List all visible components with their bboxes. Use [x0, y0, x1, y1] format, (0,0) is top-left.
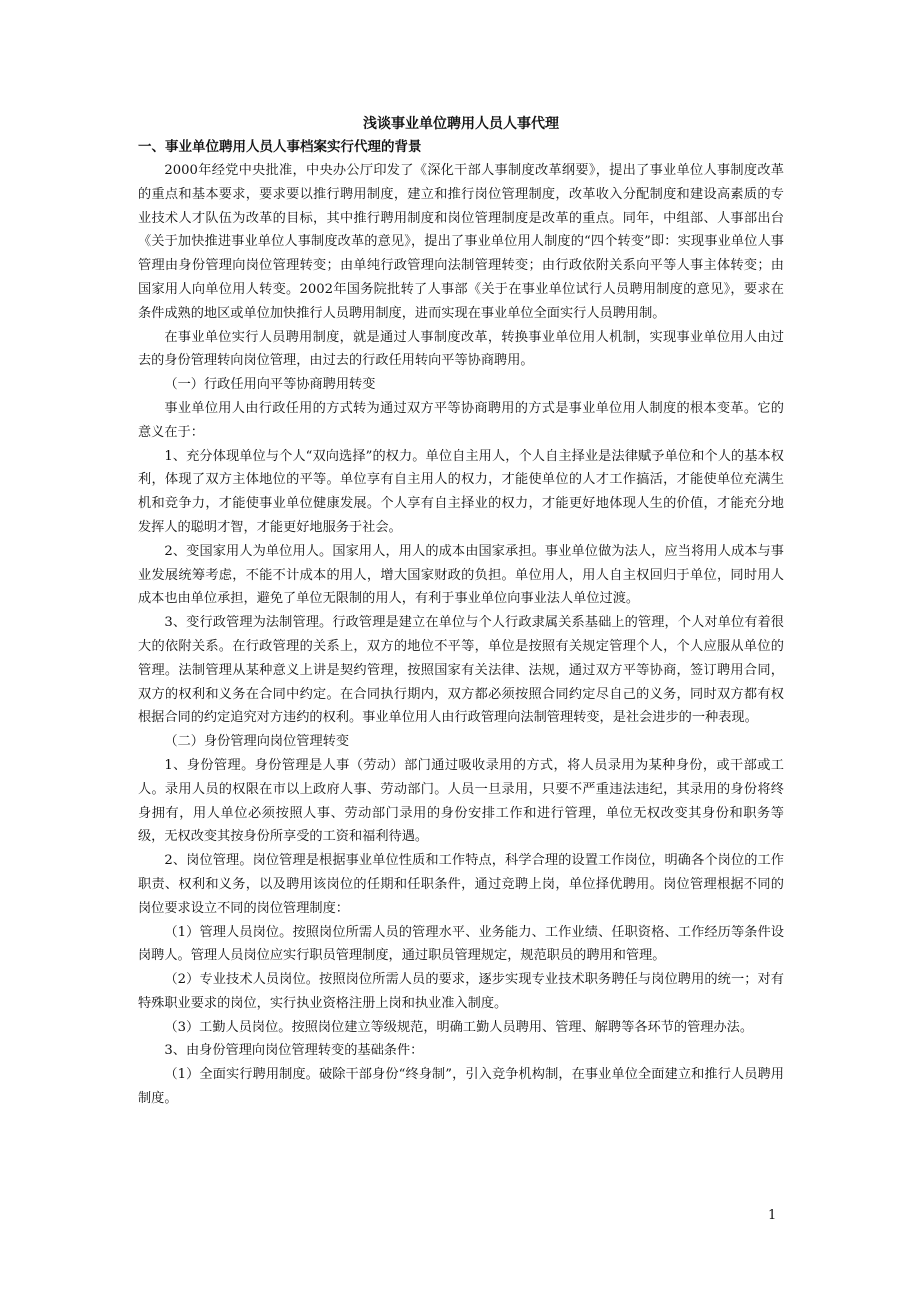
paragraph-background-1: 2000年经党中央批准，中央办公厅印发了《深化干部人事制度改革纲要》，提出了事业单位人事制度改革的重点和基本要求，要求要以推行聘用制度，建立和推行岗位管理制度，改革收入分配制度和建设高素质的专业技术人才队伍为改革的目标，其中推行聘用制度和岗位管理制度是改革的重点。同年，中组部、人事部出台《关于加快推进事业单位人事制度改革的意见》，提出了事业单位用人制度的“四个转变”即：实现事业单位人事管理由身份管理向岗位管理转变；由单纯行政管理向法制管理转变；由行政依附关系向平等人事主体转变；由国家用人向单位用人转变。2002年国务院批转了人事部《关于在事业单位试行人员聘用制度的意见》，要求在条件成熟的地区或单位加快推行人员聘用制度，进而实现在事业单位全面实行人员聘用制。	[138, 163, 784, 321]
sub-heading-administrative-to-contract: （一）行政任用向平等协商聘用转变	[164, 377, 376, 393]
paragraph-service-posts: （3）工勤人员岗位。按照岗位建立等级规范，明确工勤人员聘用、管理、解聘等各环节的管理办法。	[164, 1019, 754, 1035]
paragraph-technical-posts: （2）专业技术人员岗位。按照岗位所需人员的要求，逐步实现专业技术职务聘任与岗位聘用的统一；对有特殊职业要求的岗位，实行执业资格注册上岗和执业准入制度。	[138, 972, 784, 1011]
paragraph-legal-management: 3、变行政管理为法制管理。行政管理是建立在单位与个人行政隶属关系基础上的管理，个人对单位有着很大的依附关系。在行政管理的关系上，双方的地位不平等，单位是按照有关规定管理个人，个人应服从单位的管理。法制管理从某种意义上讲是契约管理，按照国家有关法律、法规，通过双方平等协商，签订聘用合同，双方的权利和义务在合同中约定。在合同执行期内，双方都必须按照合同约定尽自己的义务，同时双方都有权根据合同的约定追究对方违约的权利。事业单位用人由行政管理向法制管理转变，是社会进步的一种表现。	[138, 615, 784, 726]
paragraph-background-2: 在事业单位实行人员聘用制度，就是通过人事制度改革，转换事业单位用人机制，实现事业单位用人由过去的身份管理转向岗位管理，由过去的行政任用转向平等协商聘用。	[138, 329, 784, 369]
paragraph-unit-employment: 2、变国家用人为单位用人。国家用人，用人的成本由国家承担。事业单位做为法人，应当将用人成本与事业发展统筹考虑，不能不计成本的用人，增大国家财政的负担。单位用人，用人自主权回归于单位，同时用人成本也由单位承担，避免了单位无限制的用人，有利于事业单位向事业法人单位过渡。	[138, 543, 784, 607]
section-heading-1: 一、事业单位聘用人员人事档案实行代理的背景	[138, 139, 422, 155]
paragraph-full-employment-system: （1）全面实行聘用制度。破除干部身份“终身制”，引入竞争机构制，在事业单位全面建立和推行人员聘用制度。	[138, 1067, 784, 1107]
paragraph-management-posts: （1）管理人员岗位。按照岗位所需人员的管理水平、业务能力、工作业绩、任职资格、工作经历等条件设岗聘人。管理人员岗位应实行职员管理制度，通过职员管理规定，规范职员的聘用和管理。	[138, 924, 784, 964]
paragraph-post-management: 2、岗位管理。岗位管理是根据事业单位性质和工作特点，科学合理的设置工作岗位，明确各个岗位的工作职责、权利和义务，以及聘用该岗位的任期和任职条件，通过竞聘上岗，单位择优聘用。岗位管理根据不同的岗位要求设立不同的岗位管理制度：	[138, 853, 784, 916]
paragraph-transition-conditions: 3、由身份管理向岗位管理转变的基础条件：	[164, 1043, 424, 1059]
sub-heading-identity-to-post: （二）身份管理向岗位管理转变	[164, 734, 350, 750]
paragraph-two-way-choice: 1、充分体现单位与个人“双向选择”的权力。单位自主用人，个人自主择业是法律赋予单位和个人的基本权利，体现了双方主体地位的平等。单位享有自主用人的权力，才能使单位的人才工作搞活，才能使单位充满生机和竞争力，才能使事业单位健康发展。个人享有自主择业的权力，才能更好地体现人生的价值，才能充分地发挥人的聪明才智，才能更好地服务于社会。	[138, 448, 784, 535]
document-page	[138, 114, 784, 1111]
paragraph-identity-management: 1、身份管理。身份管理是人事（劳动）部门通过吸收录用的方式，将人员录用为某种身份，或干部或工人。录用人员的权限在市以上政府人事、劳动部门。人员一旦录用，只要不严重违法违纪，其录用的身份将终身拥有，用人单位必须按照人事、劳动部门录用的身份安排工作和进行管理，单位无权改变其身份和职务等级，无权改变其按身份所享受的工资和福利待遇。	[138, 757, 784, 845]
paragraph-significance-intro: 事业单位用人由行政任用的方式转为通过双方平等协商聘用的方式是事业单位用人制度的根本变革。它的意义在于：	[138, 400, 784, 440]
document-title: 浅谈事业单位聘用人员人事代理	[363, 116, 559, 132]
page-number: 1	[768, 1208, 777, 1223]
